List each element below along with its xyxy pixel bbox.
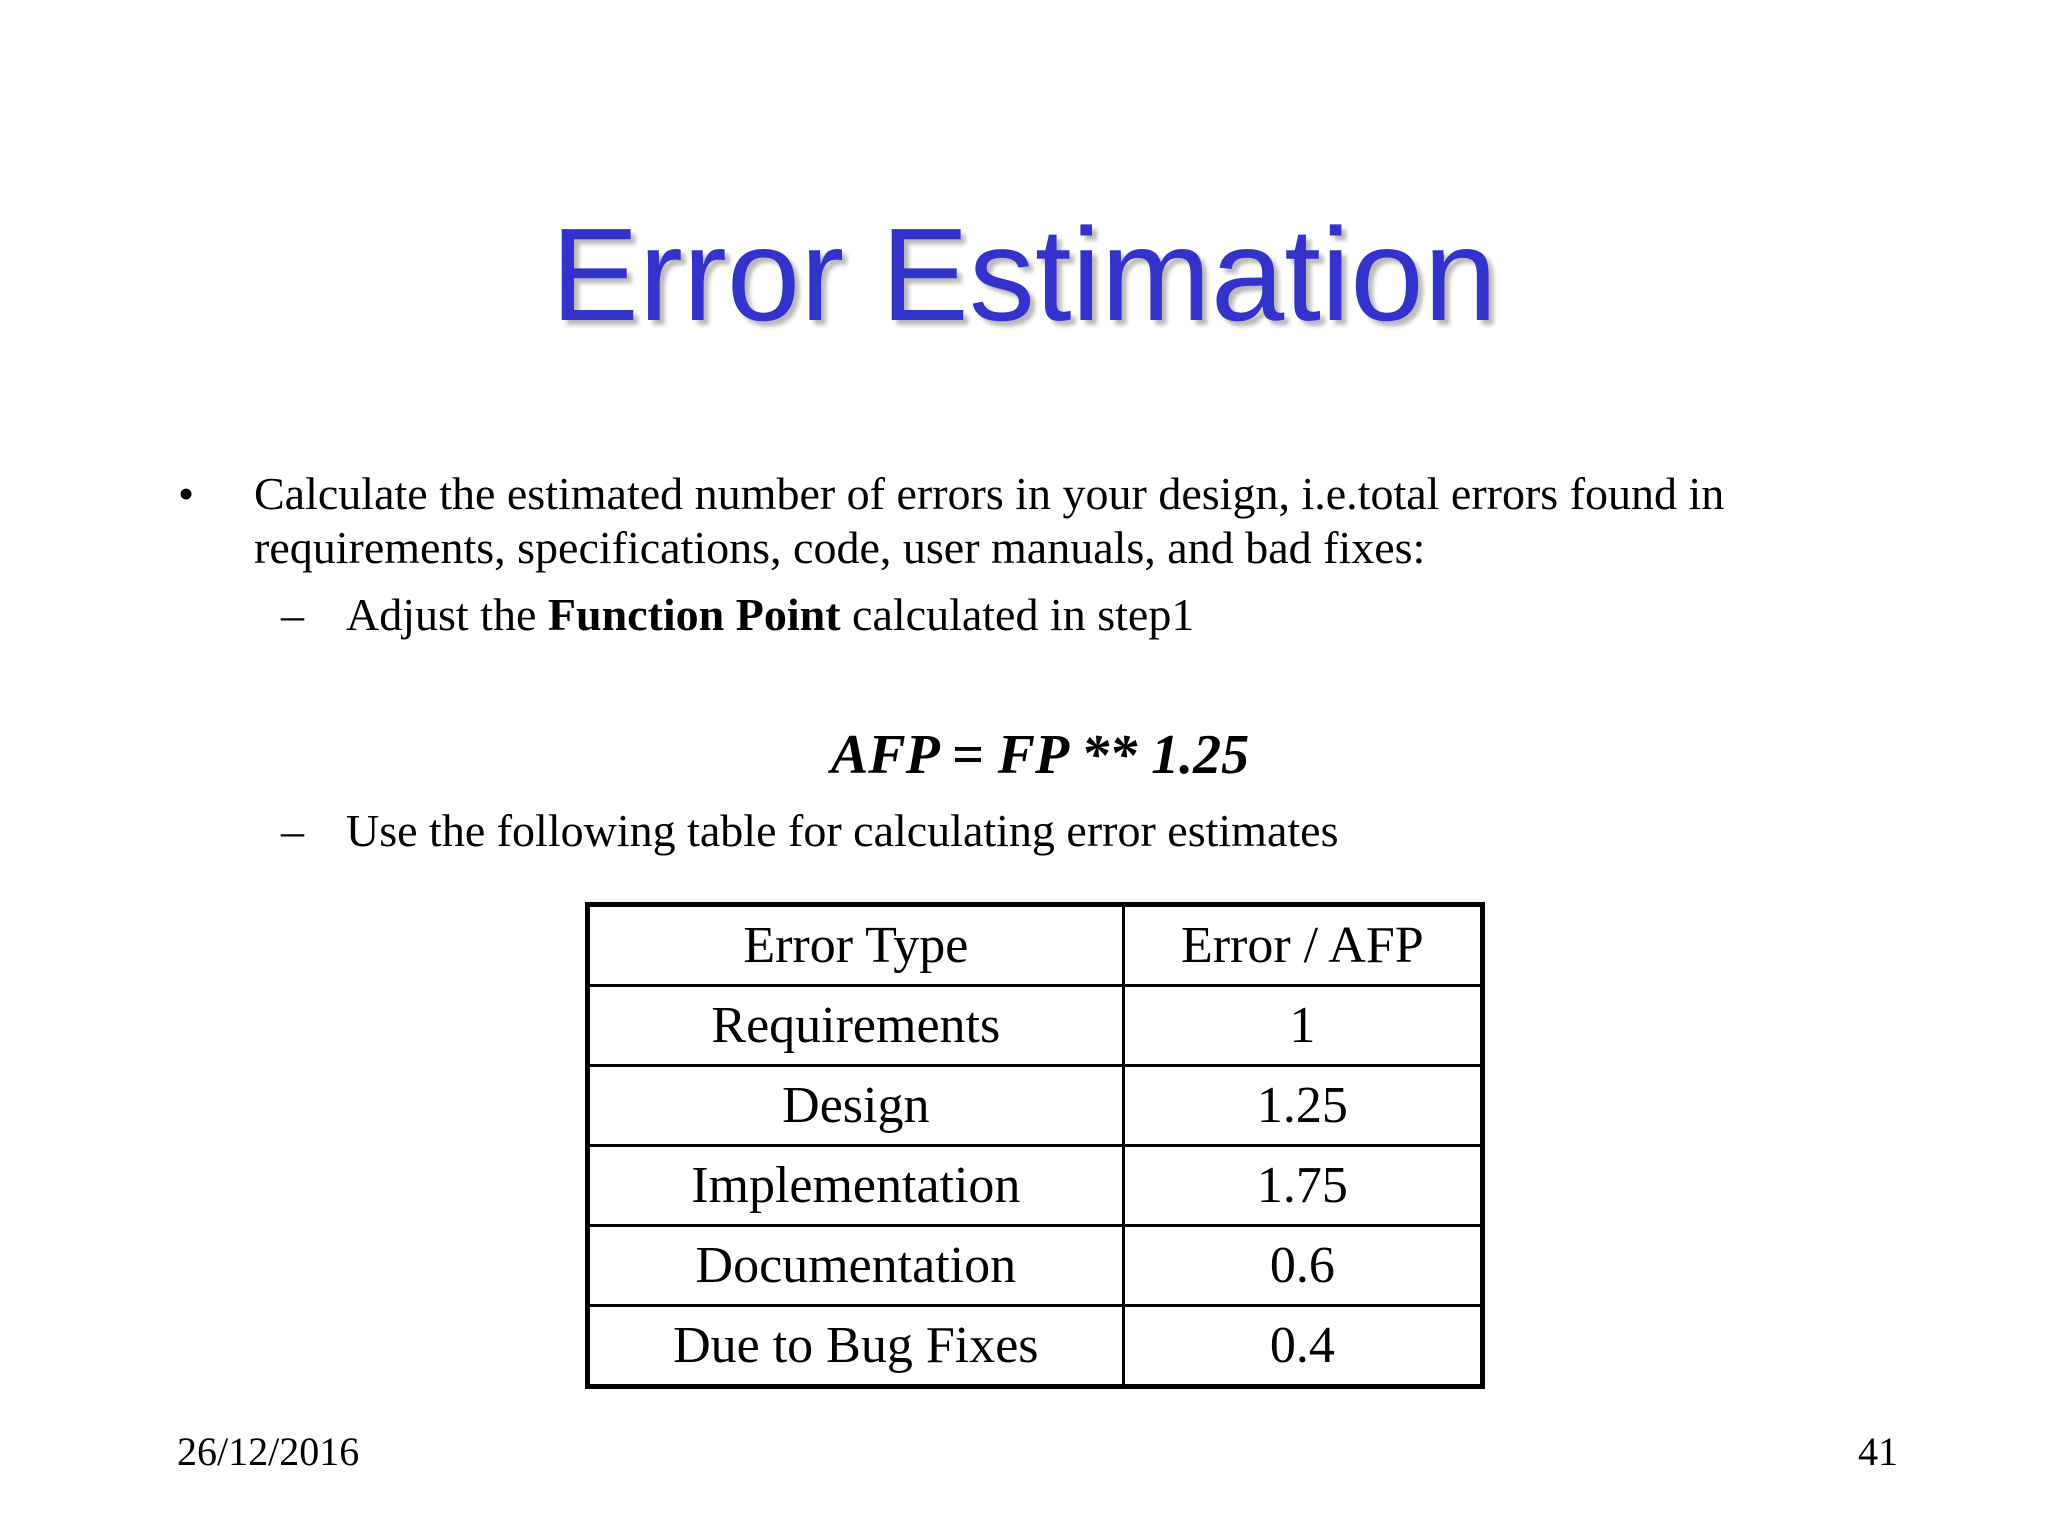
- table-cell-error-type: Due to Bug Fixes: [588, 1306, 1124, 1387]
- sub-bullet-adjust-suffix: calculated in step1: [840, 589, 1195, 640]
- afp-formula: AFP = FP ** 1.25: [830, 724, 1250, 786]
- table-row: [588, 1226, 1483, 1306]
- table-row: [588, 986, 1483, 1066]
- table-header-row: [588, 905, 1483, 986]
- bullet-text-line-2: requirements, specifications, code, user manuals, and bad fixes:: [254, 522, 1426, 573]
- bullet-text-line-1: Calculate the estimated number of errors in your design, i.e.total errors found in: [254, 468, 1725, 519]
- table-row: [588, 1146, 1483, 1226]
- sub-bullet-use-table: Use the following table for calculating error estimates: [346, 805, 1339, 856]
- error-estimate-table: [585, 902, 1485, 1389]
- sub-bullet-dash-1: –: [281, 589, 304, 640]
- table-row: [588, 1306, 1483, 1387]
- table-cell-error-type: Design: [588, 1066, 1124, 1146]
- header-error-type: Error Type: [588, 905, 1124, 986]
- sub-bullet-adjust-fp: [346, 587, 1194, 643]
- sub-bullet-adjust-prefix: Adjust the: [346, 589, 548, 640]
- sub-bullet-dash-2: –: [281, 805, 304, 856]
- page-number: 41: [1858, 1429, 1898, 1474]
- footer-date: 26/12/2016: [177, 1429, 360, 1474]
- table-cell-error-type: Implementation: [588, 1146, 1124, 1226]
- table-cell-error-rate: 0.6: [1123, 1226, 1482, 1306]
- table-cell-error-rate: 1: [1123, 986, 1482, 1066]
- table-cell-error-rate: 1.75: [1123, 1146, 1482, 1226]
- table-cell-error-type: Requirements: [588, 986, 1124, 1066]
- bullet-marker: •: [178, 468, 195, 519]
- header-error-per-afp: Error / AFP: [1123, 905, 1482, 986]
- table-cell-error-rate: 1.25: [1123, 1066, 1482, 1146]
- table-cell-error-rate: 0.4: [1123, 1306, 1482, 1387]
- table-row: [588, 1066, 1483, 1146]
- table-cell-error-type: Documentation: [588, 1226, 1124, 1306]
- slide-title: Error Estimation: [550, 201, 1498, 348]
- function-point-term: Function Point: [547, 589, 841, 640]
